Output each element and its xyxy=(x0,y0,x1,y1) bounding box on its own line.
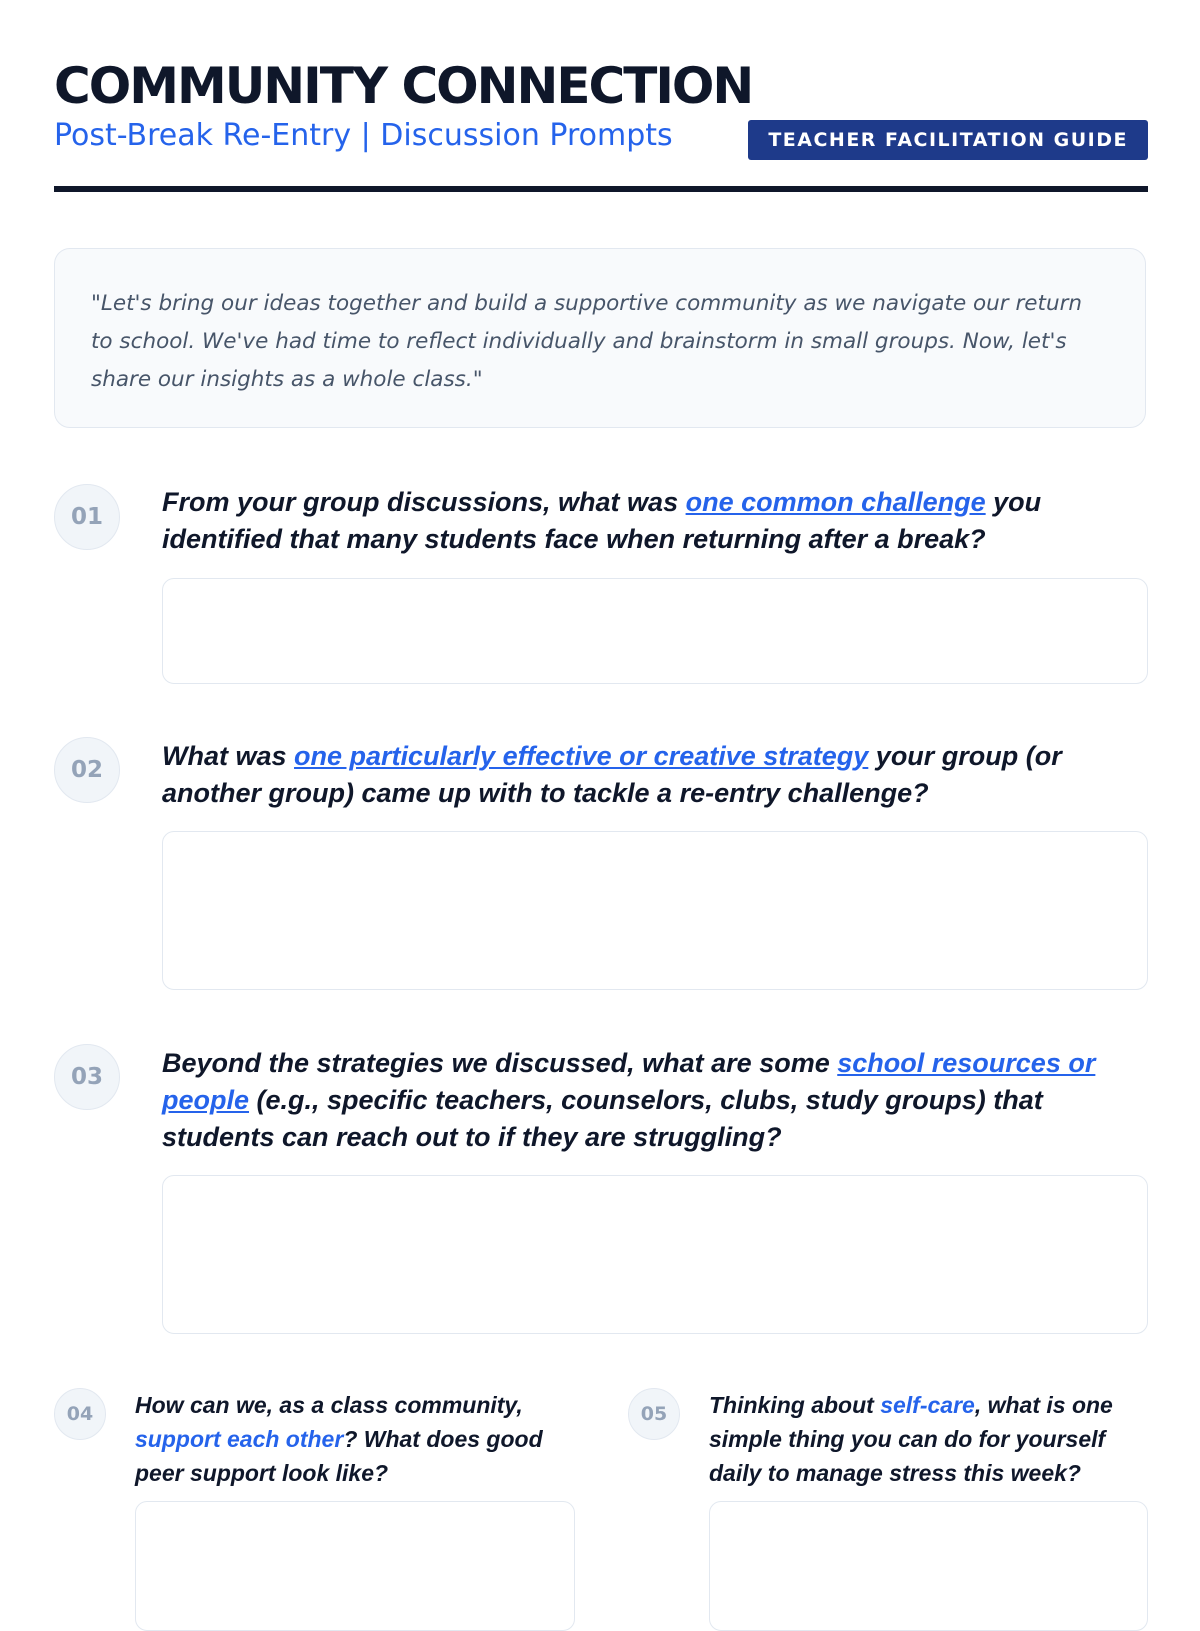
question-prompt xyxy=(135,1388,585,1490)
question-text: From your group discussions, what was xyxy=(162,487,686,517)
answer-field[interactable] xyxy=(162,831,1148,990)
question-highlight: one common challenge xyxy=(685,487,986,517)
question-number-badge: 02 xyxy=(54,737,120,803)
question-prompt xyxy=(709,1388,1148,1490)
question-text: Beyond the strategies we discussed, what are some xyxy=(162,1048,838,1078)
question-number-badge: 04 xyxy=(54,1388,106,1440)
intro-quote-text: "Let's bring our ideas together and build a supportive community as we navigate our return to school. We've had time to reflect individually and brainstorm in small groups. Now, let's share our insights as a whole class." xyxy=(91,291,1083,392)
header-divider xyxy=(54,186,1148,192)
answer-field[interactable] xyxy=(162,1175,1148,1334)
question-number-badge: 05 xyxy=(628,1388,680,1440)
question-text: , what is one simple thing you can do for yourself daily to manage stress this week? xyxy=(709,1392,1113,1486)
question-highlight: one particularly effective or creative strategy xyxy=(294,741,869,771)
question-text: your group (or another group) came up with to tackle a re-entry challenge? xyxy=(162,741,1062,808)
page-subtitle: Post-Break Re-Entry | Discussion Prompts xyxy=(54,118,673,153)
question-highlight: support each other xyxy=(135,1426,344,1452)
answer-field[interactable] xyxy=(135,1501,575,1631)
teacher-guide-badge: TEACHER FACILITATION GUIDE xyxy=(748,120,1148,160)
question-text: What was xyxy=(162,741,295,771)
question-prompt xyxy=(162,484,1148,558)
intro-quote-box xyxy=(54,248,1146,428)
question-highlight: school resources or people xyxy=(162,1048,1096,1115)
question-text: How can we, as a class community, xyxy=(135,1392,523,1418)
answer-field[interactable] xyxy=(709,1501,1148,1631)
question-text: you identified that many students face when returning after a break? xyxy=(162,487,1042,554)
question-number-badge: 01 xyxy=(54,484,120,550)
question-text: Thinking about xyxy=(709,1392,881,1418)
question-text: ? What does good peer support look like? xyxy=(135,1426,543,1486)
question-text: (e.g., specific teachers, counselors, clubs, study groups) that students can reach out to if they are struggling? xyxy=(162,1085,1043,1152)
question-prompt xyxy=(162,1045,1148,1156)
question-prompt xyxy=(162,738,1148,812)
question-highlight: self-care xyxy=(880,1392,975,1418)
answer-field[interactable] xyxy=(162,578,1148,684)
page-title: COMMUNITY CONNECTION xyxy=(54,57,753,115)
facilitation-guide-page xyxy=(54,0,1148,1600)
question-number-badge: 03 xyxy=(54,1044,120,1110)
